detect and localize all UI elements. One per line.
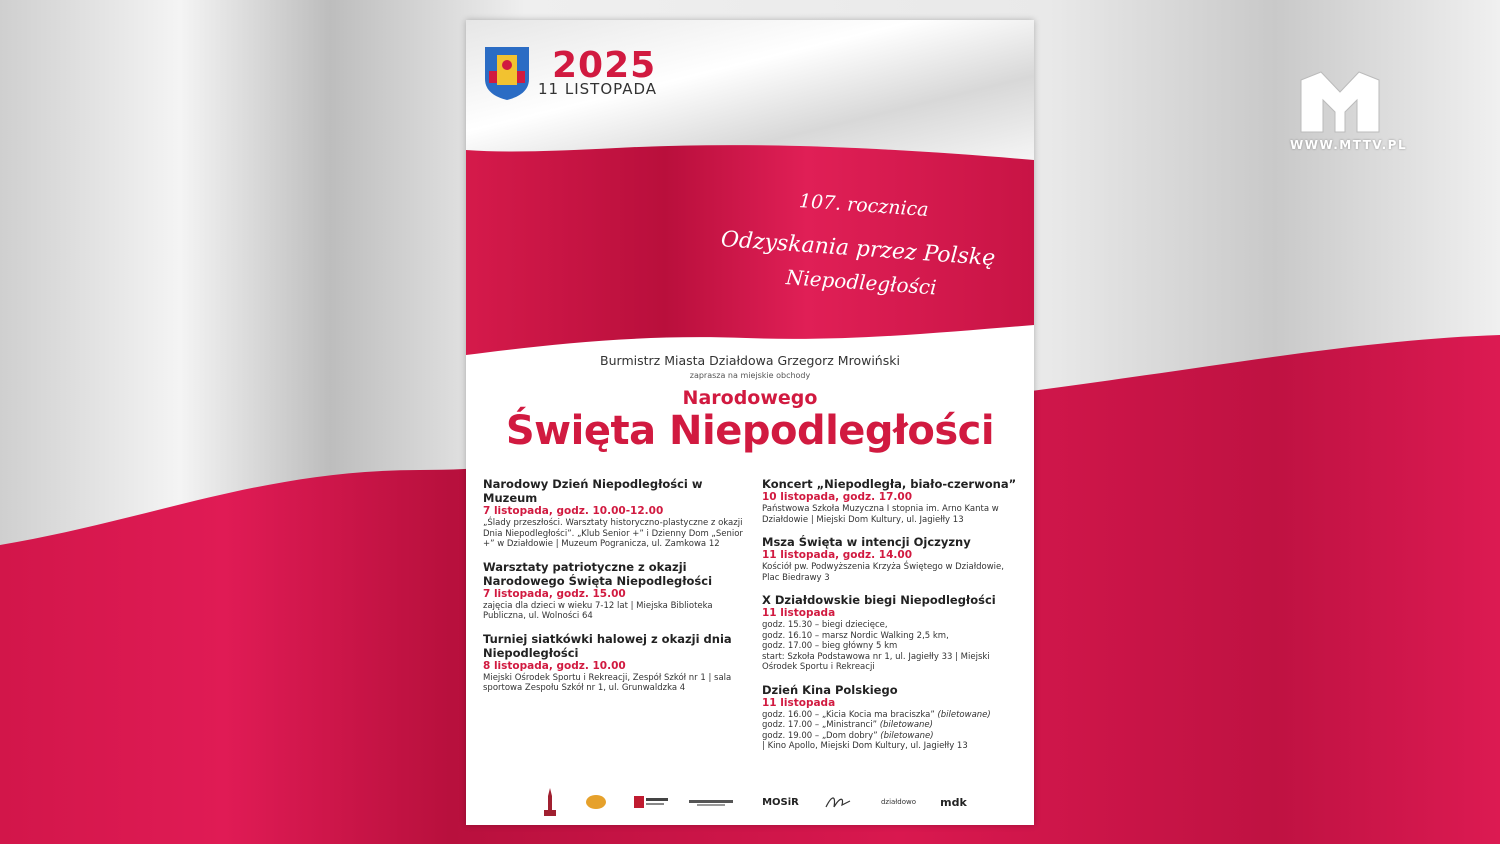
event-description: Kościół pw. Podwyższenia Krzyża Świętego w Działdowie, Plac Biedrawy 3 bbox=[762, 562, 1004, 583]
event-date: 7 listopada, godz. 15.00 bbox=[483, 587, 626, 600]
museum-logo-icon bbox=[631, 788, 671, 816]
event-item bbox=[483, 477, 745, 550]
event-schedule-line: godz. 16.10 – marsz Nordic Walking 2,5 km, bbox=[762, 630, 949, 641]
event-item bbox=[762, 593, 1024, 673]
watermark-url: WWW.MTTV.PL bbox=[1290, 138, 1408, 152]
library-logo-icon bbox=[581, 788, 611, 816]
city-library-logo-icon bbox=[686, 788, 736, 816]
event-description: „Ślady przeszłości. Warsztaty historyczno-plastyczne z okazji Dnia Niepodległości”. „Klub Senior +” i Dzienny Dom „Senior +” w Działdowie | Muzeum Pogranicza, ul. Zamkowa 12 bbox=[483, 518, 743, 549]
screening-time: godz. 16.00 – „Kicia Kocia ma braciszka” bbox=[762, 709, 935, 720]
signature-logo-icon bbox=[818, 788, 858, 816]
screening-line bbox=[762, 731, 1024, 742]
anniversary-line-2: Odzyskania przez Polskę bbox=[720, 227, 997, 272]
event-poster bbox=[466, 20, 1034, 825]
event-schedule-line: godz. 17.00 – bieg główny 5 km bbox=[762, 641, 898, 651]
church-logo-icon bbox=[536, 788, 564, 816]
screening-note: (biletowane) bbox=[880, 730, 934, 741]
event-date: 11 listopada bbox=[762, 607, 836, 619]
event-title: Msza Święta w intencji Ojczyzny bbox=[762, 535, 971, 549]
event-title: Turniej siatkówki halowej z okazji dnia Niepodległości bbox=[483, 631, 732, 660]
event-date: 10 listopada, godz. 17.00 bbox=[762, 491, 913, 503]
invite-subtitle: zaprasza na miejskie obchody bbox=[689, 371, 811, 380]
event-year: 2025 bbox=[552, 45, 657, 86]
screening-note: (biletowane) bbox=[879, 720, 933, 730]
mttv-logo-icon bbox=[1297, 70, 1383, 136]
headline-big: Święta Niepodległości bbox=[505, 408, 995, 454]
screening-line bbox=[762, 710, 1024, 721]
events-right-column bbox=[762, 477, 1024, 762]
sponsor-logos bbox=[536, 788, 966, 818]
event-item bbox=[762, 535, 1024, 583]
event-schedule-line: godz. 15.30 – biegi dziecięce, bbox=[762, 620, 888, 630]
dzialdowo-logo: działdowo bbox=[880, 798, 917, 806]
event-item bbox=[483, 632, 745, 694]
event-date: 8 listopada, godz. 10.00 bbox=[483, 659, 626, 672]
event-date: 11 listopada, godz. 14.00 bbox=[762, 549, 913, 561]
event-title: Narodowy Dzień Niepodległości w Muzeum bbox=[483, 477, 703, 505]
inviter-text: Burmistrz Miasta Działdowa Grzegorz Mrowiński bbox=[600, 353, 900, 368]
event-item bbox=[762, 477, 1024, 525]
event-title: Warsztaty patriotyczne z okazji Narodowego Święta Niepodległości bbox=[483, 559, 713, 588]
headline-small: Narodowego bbox=[682, 387, 818, 409]
event-date: 7 listopada, godz. 10.00-12.00 bbox=[483, 505, 664, 517]
screening-time: godz. 19.00 – „Dom dobry” bbox=[762, 730, 878, 741]
city-crest-icon bbox=[483, 45, 531, 101]
anniversary-line-1: 107. rocznica bbox=[798, 190, 930, 222]
event-description: Miejski Ośrodek Sportu i Rekreacji, Zespół Szkół nr 1 | sala sportowa Zespołu Szkół nr 1, ul. Grunwaldzka 4 bbox=[483, 672, 732, 693]
event-title: X Działdowskie biegi Niepodległości bbox=[762, 593, 996, 607]
event-date: 11 listopada bbox=[762, 696, 836, 709]
screening-time: godz. 17.00 – „Ministranci” bbox=[762, 720, 877, 730]
screening-line bbox=[762, 720, 1024, 731]
event-item bbox=[762, 683, 1024, 752]
event-title: Dzień Kina Polskiego bbox=[762, 682, 898, 697]
screening-venue: | Kino Apollo, Miejski Dom Kultury, ul. Jagiełły 13 bbox=[762, 741, 968, 751]
mttv-watermark bbox=[1290, 70, 1408, 152]
event-item bbox=[483, 560, 745, 622]
mosir-logo: MOSiR bbox=[762, 796, 799, 808]
screening-note: (biletowane) bbox=[937, 709, 991, 720]
event-description: zajęcia dla dzieci w wieku 7-12 lat | Miejska Biblioteka Publiczna, ul. Wolności 64 bbox=[483, 600, 713, 621]
mdk-logo: mdk bbox=[940, 795, 967, 809]
anniversary-line-3: Niepodległości bbox=[785, 265, 938, 300]
events-left-column bbox=[483, 477, 745, 704]
event-title: Koncert „Niepodległa, biało-czerwona” bbox=[762, 477, 1017, 491]
event-description: Państwowa Szkoła Muzyczna I stopnia im. Arno Kanta w Działdowie | Miejski Dom Kultury, ul. Jagiełły 13 bbox=[762, 504, 999, 525]
event-schedule-line: start: Szkoła Podstawowa nr 1, ul. Jagiełły 33 | Miejski Ośrodek Sportu i Rekreacji bbox=[762, 651, 990, 672]
event-date-top: 11 LISTOPADA bbox=[538, 80, 658, 98]
